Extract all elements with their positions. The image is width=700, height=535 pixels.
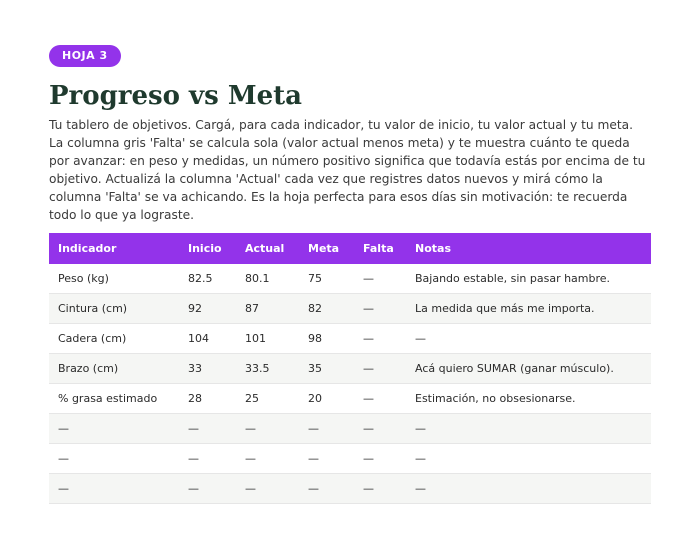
progress-table xyxy=(49,233,651,504)
sheet-badge: HOJA 3 xyxy=(49,45,121,67)
cell-falta[interactable]: — xyxy=(354,444,406,474)
cell-meta[interactable]: — xyxy=(299,414,354,444)
table-row xyxy=(49,474,651,504)
cell-notas[interactable]: — xyxy=(406,474,651,504)
cell-indicador[interactable]: — xyxy=(49,444,179,474)
cell-meta[interactable]: 75 xyxy=(299,264,354,294)
cell-falta[interactable]: — xyxy=(354,324,406,354)
cell-indicador[interactable]: — xyxy=(49,414,179,444)
cell-notas[interactable]: Acá quiero SUMAR (ganar músculo). xyxy=(406,354,651,384)
cell-meta[interactable]: 98 xyxy=(299,324,354,354)
cell-falta[interactable]: — xyxy=(354,354,406,384)
cell-actual[interactable]: — xyxy=(236,444,299,474)
page-title: Progreso vs Meta xyxy=(49,81,303,111)
table-row xyxy=(49,324,651,354)
cell-inicio[interactable]: 28 xyxy=(179,384,236,414)
table-row xyxy=(49,414,651,444)
cell-falta[interactable]: — xyxy=(354,384,406,414)
cell-inicio[interactable]: — xyxy=(179,414,236,444)
header-indicador: Indicador xyxy=(58,242,117,255)
cell-falta[interactable]: — xyxy=(354,264,406,294)
cell-meta[interactable]: — xyxy=(299,474,354,504)
cell-actual[interactable]: — xyxy=(236,414,299,444)
cell-notas[interactable]: — xyxy=(406,414,651,444)
sheet-page xyxy=(49,44,651,504)
cell-inicio[interactable]: 82.5 xyxy=(179,264,236,294)
table-body xyxy=(49,264,651,504)
cell-indicador[interactable]: Brazo (cm) xyxy=(49,354,179,384)
cell-indicador[interactable]: % grasa estimado xyxy=(49,384,179,414)
cell-indicador[interactable]: Cadera (cm) xyxy=(49,324,179,354)
cell-indicador[interactable]: — xyxy=(49,474,179,504)
cell-indicador[interactable]: Peso (kg) xyxy=(49,264,179,294)
table-row xyxy=(49,354,651,384)
table-row xyxy=(49,294,651,324)
header-actual: Actual xyxy=(245,242,285,255)
table-row xyxy=(49,384,651,414)
cell-actual[interactable]: 80.1 xyxy=(236,264,299,294)
header-inicio: Inicio xyxy=(188,242,222,255)
cell-notas[interactable]: La medida que más me importa. xyxy=(406,294,651,324)
cell-inicio[interactable]: — xyxy=(179,444,236,474)
header-falta: Falta xyxy=(363,242,394,255)
cell-inicio[interactable]: — xyxy=(179,474,236,504)
cell-inicio[interactable]: 33 xyxy=(179,354,236,384)
cell-falta[interactable]: — xyxy=(354,474,406,504)
cell-meta[interactable]: 35 xyxy=(299,354,354,384)
table-header-row xyxy=(49,233,651,264)
cell-actual[interactable]: 25 xyxy=(236,384,299,414)
cell-notas[interactable]: Bajando estable, sin pasar hambre. xyxy=(406,264,651,294)
cell-notas[interactable]: — xyxy=(406,444,651,474)
intro-paragraph: Tu tablero de objetivos. Cargá, para cada indicador, tu valor de inicio, tu valor actual y tu meta. La columna gris 'Falta' se calcula sola (valor actual menos meta) y te muestra cuánto te queda por avanzar: en peso y medidas, un número positivo significa que todavía estás por encima de tu objetivo. Actualizá la columna 'Actual' cada vez que registres datos nuevos y mirá cómo la columna 'Falta' se va achicando. Es la hoja perfecta para esos días sin motivación: te recuerda todo lo que ya lograste. xyxy=(49,118,646,222)
cell-inicio[interactable]: 92 xyxy=(179,294,236,324)
cell-indicador[interactable]: Cintura (cm) xyxy=(49,294,179,324)
header-meta: Meta xyxy=(308,242,340,255)
cell-falta[interactable]: — xyxy=(354,294,406,324)
cell-falta[interactable]: — xyxy=(354,414,406,444)
cell-notas[interactable]: — xyxy=(406,324,651,354)
cell-notas[interactable]: Estimación, no obsesionarse. xyxy=(406,384,651,414)
table-row xyxy=(49,444,651,474)
cell-inicio[interactable]: 104 xyxy=(179,324,236,354)
cell-actual[interactable]: — xyxy=(236,474,299,504)
cell-actual[interactable]: 87 xyxy=(236,294,299,324)
header-notas: Notas xyxy=(415,242,451,255)
cell-meta[interactable]: — xyxy=(299,444,354,474)
cell-meta[interactable]: 20 xyxy=(299,384,354,414)
cell-actual[interactable]: 101 xyxy=(236,324,299,354)
cell-meta[interactable]: 82 xyxy=(299,294,354,324)
cell-actual[interactable]: 33.5 xyxy=(236,354,299,384)
table-row xyxy=(49,264,651,294)
